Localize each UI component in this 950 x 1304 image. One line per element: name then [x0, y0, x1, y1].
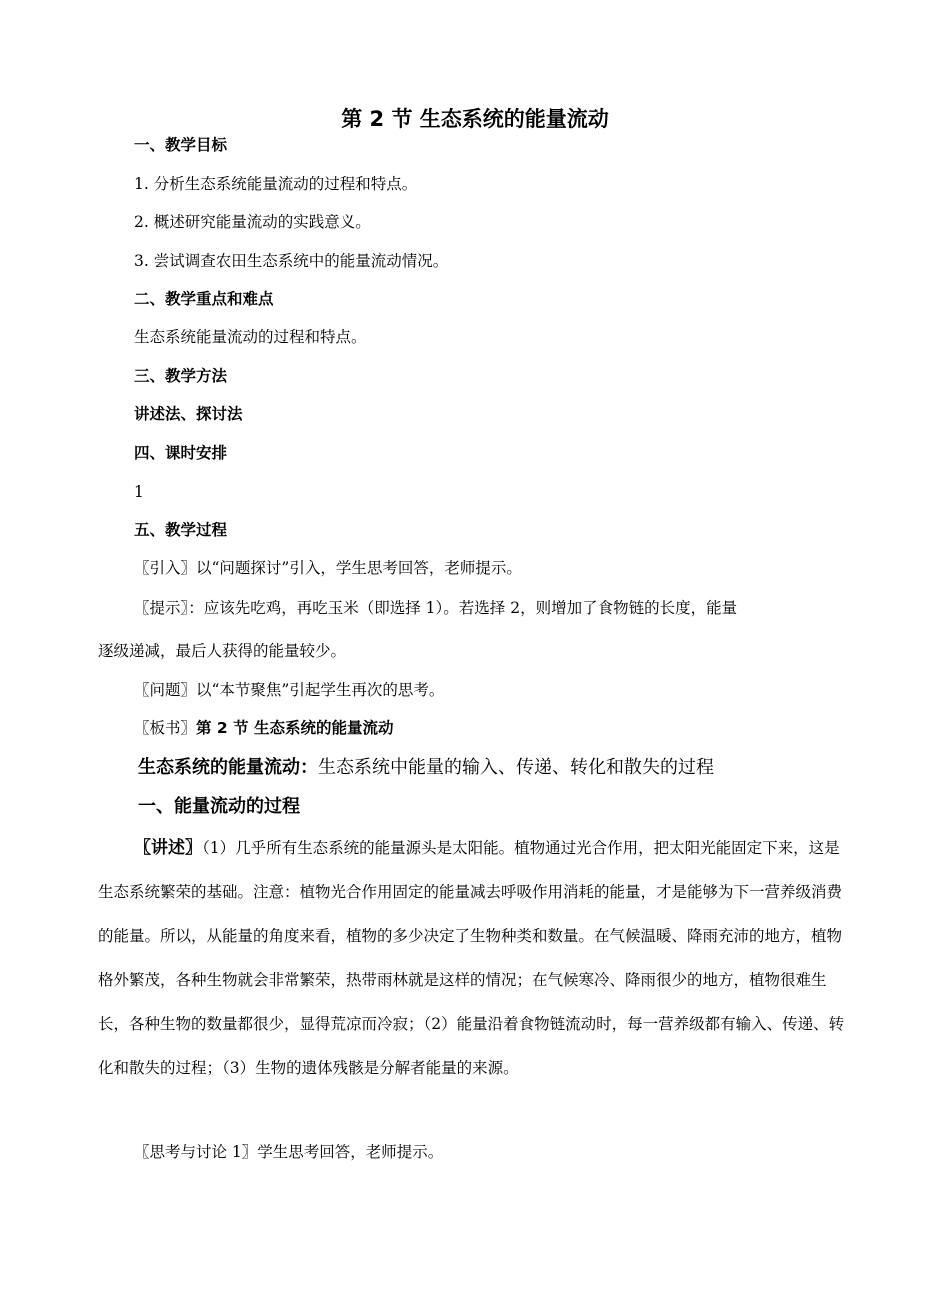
hint-line-1: 〖提示〗：应该先吃鸡，再吃玉米（即选择 1）。若选择 2，则增加了食物链的长度，能量	[134, 599, 738, 617]
board-line	[134, 716, 394, 740]
schedule-text: 1	[134, 483, 144, 501]
hint-line-2: 逐级递减，最后人获得的能量较少。	[98, 642, 347, 660]
goals-heading: 一、教学目标	[134, 136, 228, 154]
board-prefix: 〖板书〗	[134, 719, 197, 737]
goal-item-1: 1. 分析生态系统能量流动的过程和特点。	[134, 175, 418, 193]
process-heading: 五、教学过程	[134, 521, 228, 539]
definition-term: 生态系统的能量流动：	[138, 757, 318, 778]
intro-line: 〖引入〗以“问题探讨”引入，学生思考回答，老师提示。	[134, 559, 522, 577]
lecture-text: （1）几乎所有生态系统的能量源头是太阳能。植物通过光合作用，把太阳光能固定下来，这是生态系统繁荣的基础。注意：植物光合作用固定的能量减去呼吸作用消耗的能量，才是能够为下一营养级消费的能量。所以，从能量的角度来看，植物的多少决定了生物种类和数量。在气候温暖、降雨充沛的地方，植物格外繁茂，各种生物就会非常繁荣，热带雨林就是这样的情况；在气候寒冷、降雨很少的地方，植物很难生长，各种生物的数量都很少，显得荒凉而冷寂；（2）能量沿着食物链流动时，每一营养级都有输入、传递、转化和散失的过程；（3）生物的遗体残骸是分解者能量的来源。	[98, 839, 845, 1077]
goal-item-3: 3. 尝试调查农田生态系统中的能量流动情况。	[134, 252, 449, 270]
discussion-line: 〖思考与讨论 1〗学生思考回答，老师提示。	[134, 1143, 444, 1161]
board-title: 第 2 节 生态系统的能量流动	[196, 719, 394, 737]
lecture-label: 〖讲述〗	[134, 838, 202, 858]
process-subheading: 一、能量流动的过程	[138, 796, 300, 817]
focus-text: 生态系统能量流动的过程和特点。	[134, 328, 367, 346]
definition-line	[138, 755, 714, 781]
method-text: 讲述法、探讨法	[134, 405, 243, 423]
lecture-paragraph	[98, 826, 850, 1090]
question-line: 〖问题〗以“本节聚焦”引起学生再次的思考。	[134, 681, 445, 699]
method-heading: 三、教学方法	[134, 367, 228, 385]
focus-heading: 二、教学重点和难点	[134, 290, 274, 308]
schedule-heading: 四、课时安排	[134, 444, 228, 462]
definition-text: 生态系统中能量的输入、传递、转化和散失的过程	[318, 757, 714, 778]
goal-item-2: 2. 概述研究能量流动的实践意义。	[134, 213, 371, 231]
page-title: 第 2 节 生态系统的能量流动	[341, 107, 609, 131]
